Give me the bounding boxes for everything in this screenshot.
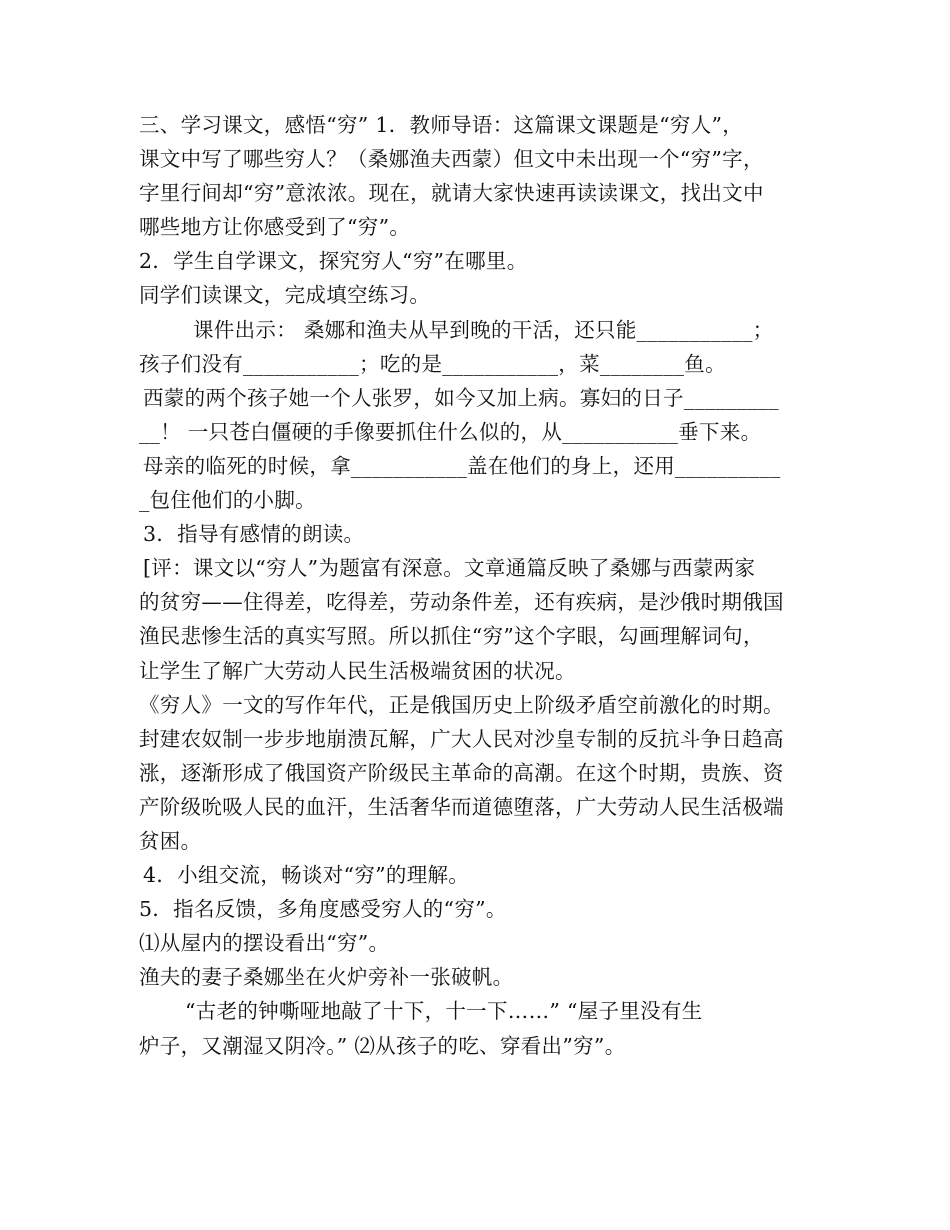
- text-line-7: 课件出示： 桑娜和渔夫从早到晚的干活，还只能___________；: [193, 317, 774, 342]
- text-line-13: 3．指导有感情的朗读。: [143, 522, 365, 547]
- text-line-21: 产阶级吮吸人民的血汗，生活奢华而道德堕落，广大劳动人民生活极端: [139, 794, 784, 819]
- text-line-27: “古老的钟嘶哑地敲了十下，十一下……” “屋子里没有生: [185, 999, 703, 1024]
- text-line-10: __！ 一只苍白僵硬的手像要抓住什么似的，从___________垂下来。: [139, 419, 762, 444]
- text-line-3: 字里行间却“穷”意浓浓。现在，就请大家快速再读读课文，找出文中: [139, 181, 764, 206]
- text-line-16: 渔民悲惨生活的真实写照。所以抓住“穷”这个字眼，勾画理解词句，: [139, 624, 764, 649]
- text-line-11: 母亲的临死的时候，拿___________盖在他们的身上，还用__________: [143, 453, 781, 478]
- document-body: [139, 108, 815, 1063]
- text-line-23: 4．小组交流，畅谈对“穷”的理解。: [143, 863, 470, 888]
- text-line-25: ⑴从屋内的摆设看出“穷”。: [139, 931, 390, 956]
- text-line-17: 让学生了解广大劳动人民生活极端贫困的状况。: [139, 658, 576, 683]
- text-line-26: 渔夫的妻子桑娜坐在火炉旁补一张破帆。: [139, 965, 514, 990]
- text-line-24: 5．指名反馈，多角度感受穷人的“穷”。: [139, 897, 507, 922]
- text-line-5: 2．学生自学课文，探究穷人“穷”在哪里。: [139, 249, 528, 274]
- text-line-22: 贫困。: [139, 828, 202, 853]
- text-line-28: 炉子，又潮湿又阴冷。” ⑵从孩子的吃、穿看出”穷”。: [139, 1033, 626, 1058]
- text-line-19: 封建农奴制一步步地崩溃瓦解，广大人民对沙皇专制的反抗斗争日趋高: [139, 726, 784, 751]
- text-line-20: 涨，逐渐形成了俄国资产阶级民主革命的高潮。在这个时期，贵族、资: [139, 760, 784, 785]
- text-line-14: [评：课文以“穷人”为题富有深意。文章通篇反映了桑娜与西蒙两家: [143, 556, 756, 581]
- text-line-12: _包住他们的小脚。: [139, 488, 316, 513]
- text-line-1: 三、学习课文，感悟“穷” 1．教师导语：这篇课文课题是“穷人”，: [139, 113, 744, 137]
- text-line-6: 同学们读课文，完成填空练习。: [139, 283, 431, 308]
- text-line-2: 课文中写了哪些穷人？（桑娜渔夫西蒙）但文中未出现一个“穷”字，: [139, 147, 764, 172]
- text-line-8: 孩子们没有___________；吃的是___________，菜________鱼。: [139, 351, 726, 376]
- text-line-18: 《穷人》一文的写作年代，正是俄国历史上阶级矛盾空前激化的时期。: [139, 692, 784, 717]
- text-line-9: 西蒙的两个孩子她一个人张罗，如今又加上病。寡妇的日子_________: [143, 385, 779, 410]
- text-line-15: 的贫穷——住得差，吃得差，劳动条件差，还有疾病，是沙俄时期俄国: [139, 590, 784, 615]
- text-line-4: 哪些地方让你感受到了“穷”。: [139, 215, 411, 240]
